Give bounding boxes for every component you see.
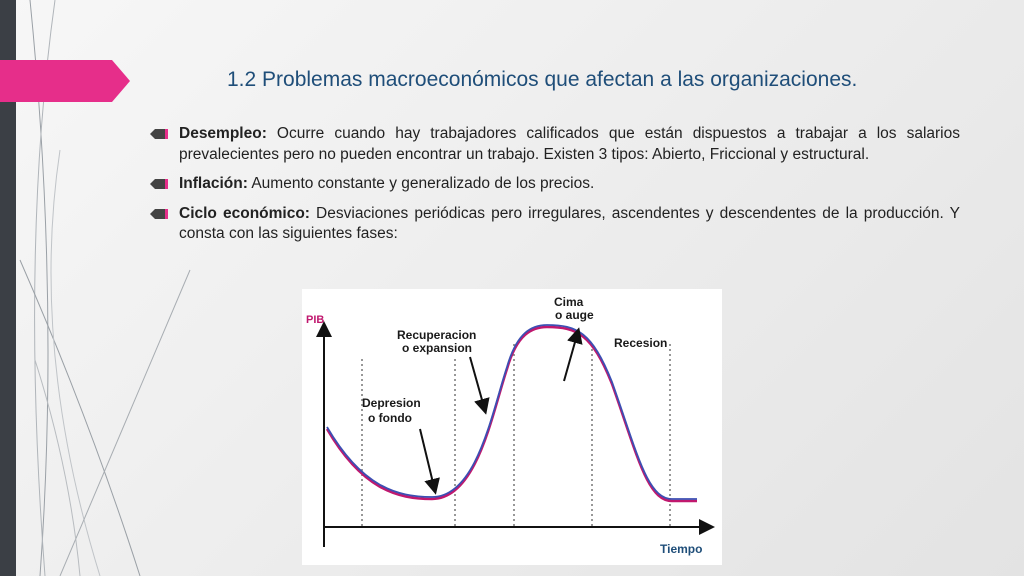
pencil-bullet-icon — [150, 128, 168, 140]
arrow-depresion — [420, 429, 434, 487]
bullet-list — [150, 124, 960, 254]
x-axis-label: Tiempo — [660, 542, 703, 556]
pencil-bullet-icon — [150, 208, 168, 220]
bullet-text: Aumento constante y generalizado de los precios. — [247, 175, 595, 192]
label-recuperacion-2: o expansion — [402, 341, 473, 355]
bullet-term: Ciclo económico: — [179, 204, 310, 222]
bullet-term: Desempleo: — [179, 125, 267, 142]
title-accent-arrow — [0, 60, 130, 102]
arrow-cima — [564, 335, 577, 381]
bullet-inflacion — [150, 174, 960, 195]
bullet-text: Desviaciones periódicas pero irregulares, ascendentes y descendentes de la producción. Y consta con las siguientes fases: — [179, 204, 960, 242]
label-depresion-1: Depresion — [362, 396, 421, 410]
bullet-text: Ocurre cuando hay trabajadores calificados que están dispuestos a trabajar a los salarios prevalecientes pero no pueden encontrar un trabajo. Existen 3 tipos: Abierto, Friccional y estructural. — [179, 125, 960, 163]
bullet-desempleo — [150, 124, 960, 165]
label-cima-2: o auge — [555, 308, 594, 322]
label-depresion-2: o fondo — [368, 411, 412, 425]
slide-title: 1.2 Problemas macroeconómicos que afectan a las organizaciones. — [227, 68, 858, 91]
arrow-recuperacion — [470, 357, 484, 407]
label-recuperacion-1: Recuperacion — [397, 328, 477, 342]
label-recesion: Recesion — [614, 336, 668, 350]
pencil-bullet-icon — [150, 178, 168, 190]
label-cima-1: Cima — [554, 295, 584, 309]
bullet-ciclo-economico — [150, 204, 960, 245]
business-cycle-figure — [302, 289, 722, 565]
bullet-term: Inflación: — [179, 175, 248, 192]
y-axis-label: PIB — [306, 314, 325, 326]
business-cycle-diagram — [302, 289, 722, 565]
